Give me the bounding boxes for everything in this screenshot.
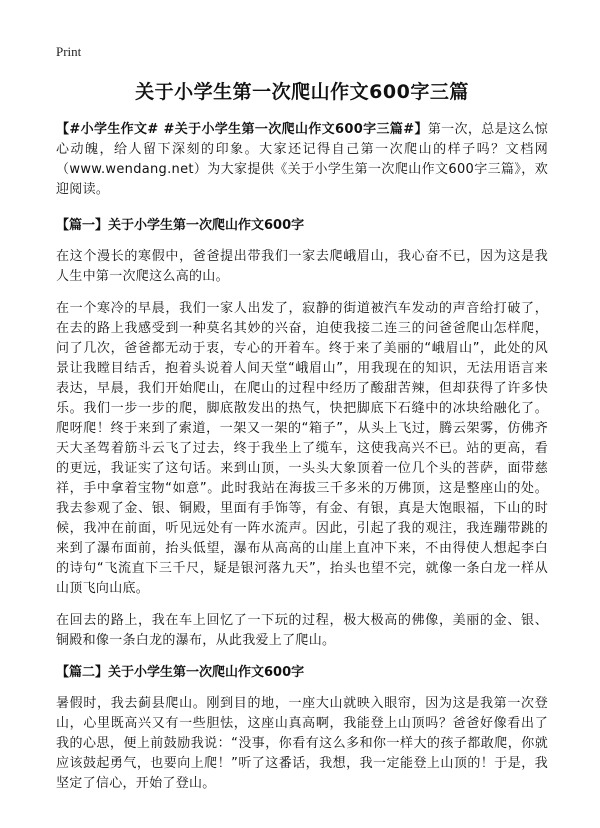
section-paragraph: 暑假时，我去蓟县爬山。刚到目的地，一座大山就映入眼帘，因为这是我第一次登山，心里既高兴又有一些胆怯，这座山真高啊，我能登上山顶吗？爸爸好像看出了我的心思，便上前鼓励我说：“没事，你看有这么多和你一样大的孩子都敢爬，你就应该鼓起勇气，也要向上爬！”听了这番话，我想，我一定能登上山顶的！于是，我坚定了信心，开始了登山。 xyxy=(56,696,548,791)
section-heading: 【篇一】关于小学生第一次爬山作文600字 xyxy=(56,218,305,233)
section-paragraph: 在一个寒冷的早晨，我们一家人出发了，寂静的街道被汽车发动的声音给打破了，在去的路上我感受到一种莫名其妙的兴奋，迫使我接二连三的问爸爸爬山怎样爬，问了几次，爸爸都无动于衷，专心的开着车。终于来了美丽的“峨眉山”，此处的风景让我瞠目结舌，抱着头说着人间天堂“峨眉山”，用我现在的知识，无法用语言来表达，早晨，我们开始爬山，在爬山的过程中经历了酸甜苦辣，但却获得了许多快乐。我们一步一步的爬，脚底散发出的热气，快把脚底下石缝中的冰块给融化了。爬呀爬！终于来到了索道，一架又一架的“箱子”，从头上飞过，腾云架雾，仿佛齐天大圣驾着筋斗云飞了过去，终于我坐上了缆车，这使我高兴不已。站的更高，看的更远，我证实了这句话。来到山顶，一头头大象顶着一位几个头的菩萨，面带慈祥，手中拿着宝物“如意”。此时我站在海拔三千多米的万佛顶，这是整座山的处。我去参观了金、银、铜殿，里面有手饰等，有金、有银，真是大饱眼福，下山的时候，我冲在前面，听见远处有一阵水流声。因此，引起了我的观注，我连蹦带跳的来到了瀑布面前，抬头低望，瀑布从高高的山崖上直冲下来，不由得使人想起李白的诗句“飞流直下三千尺，疑是银河落九天”，抬头也望不完，就像一条白龙一样从山顶飞向山底。 xyxy=(56,301,548,596)
intro-text: 第一次，总是这么惊心动魄，给人留下深刻的印象。大家还记得自己第一次爬山的样子吗？文档网（www.wendang.net）为大家提供《关于小学生第一次爬山作文600字三篇》，欢迎阅读。 xyxy=(56,122,548,197)
print-link[interactable]: Print xyxy=(56,44,82,59)
section-1 xyxy=(56,216,548,651)
section-paragraph: 在回去的路上，我在车上回忆了一下玩的过程，极大极高的佛像，美丽的金、银、铜殿和像一条白龙的瀑布，从此我爱上了爬山。 xyxy=(56,613,548,648)
intro-paragraph xyxy=(56,120,548,200)
intro-tags: 【#小学生作文# #关于小学生第一次爬山作文600字三篇#】 xyxy=(56,122,428,137)
document-page xyxy=(56,0,548,828)
section-heading: 【篇二】关于小学生第一次爬山作文600字 xyxy=(56,665,305,680)
section-2 xyxy=(56,663,548,794)
section-paragraph: 在这个漫长的寒假中，爸爸提出带我们一家去爬峨眉山，我心奋不已，因为这是我人生中第一次爬这么高的山。 xyxy=(56,249,548,284)
page-title: 关于小学生第一次爬山作文600字三篇 xyxy=(135,81,469,103)
article-body xyxy=(56,120,548,806)
